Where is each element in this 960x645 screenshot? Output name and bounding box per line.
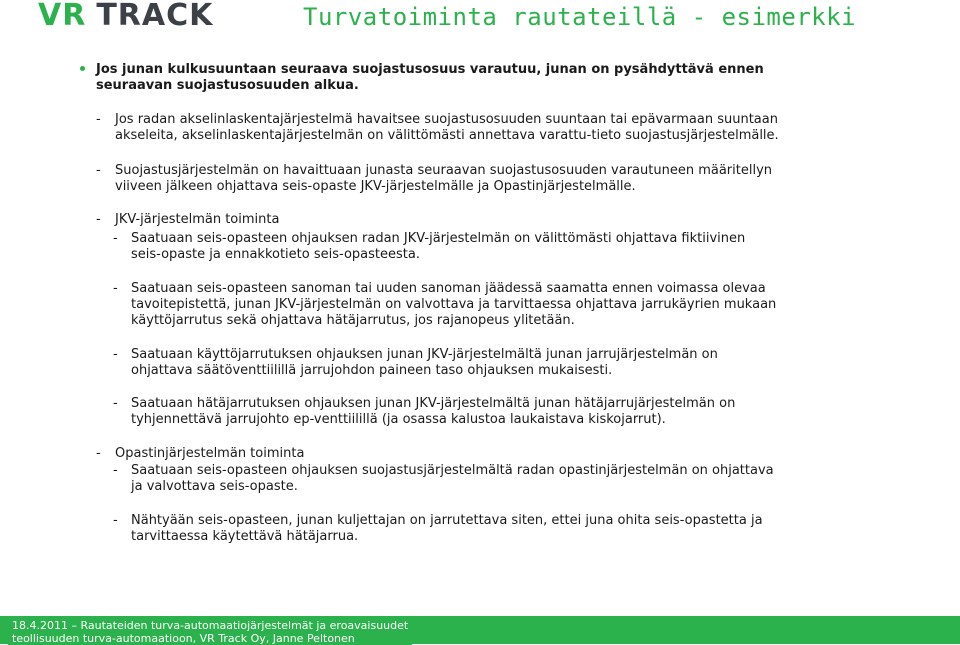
page-title: Turvatoiminta rautateillä - esimerkki bbox=[303, 3, 857, 31]
jkv-sub-3-line-2: ohjattava säätöventtiilillä jarrujohdon paineen taso ohjauksen mukaisesti. bbox=[131, 363, 613, 378]
dash-marker: - bbox=[113, 513, 118, 528]
opastin-sub-1-line-1: Saatuaan seis-opasteen ohjauksen suojastusjärjestelmältä radan opastinjärjestelmän on ohjattava bbox=[131, 463, 774, 478]
dash-marker: - bbox=[96, 112, 101, 127]
bullet-icon bbox=[80, 66, 85, 71]
dash-marker: - bbox=[96, 212, 101, 227]
jkv-sub-4-line-1: Saatuaan hätäjarrutuksen ohjauksen junan JKV-järjestelmältä junan hätäjarrujärjestelmän on bbox=[131, 396, 736, 411]
item-2-line-1: Suojastusjärjestelmän on havaittuaan junasta seuraavan suojastusosuuden varautuneen määritellyn bbox=[115, 163, 773, 178]
jkv-sub-1-line-1: Saatuaan seis-opasteen ohjauksen radan JKV-järjestelmän on välittömästi ohjattava fiktiivinen bbox=[131, 231, 746, 246]
vr-track-logo bbox=[38, 0, 214, 33]
lead-line-2: seuraavan suojastusosuuden alkua. bbox=[96, 78, 359, 93]
dash-marker: - bbox=[96, 163, 101, 178]
dash-marker: - bbox=[113, 347, 118, 362]
dash-marker: - bbox=[96, 446, 101, 461]
jkv-sub-1-line-2: seis-opaste ja ennakkotieto seis-opasteesta. bbox=[131, 247, 420, 262]
logo-track: TRACK bbox=[96, 0, 214, 33]
logo-vr: VR bbox=[38, 0, 87, 33]
jkv-sub-3-line-1: Saatuaan käyttöjarrutuksen ohjauksen junan JKV-järjestelmältä junan jarrujärjestelmän on bbox=[131, 347, 718, 362]
item-1-line-1: Jos radan akselinlaskentajärjestelmä havaitsee suojastusosuuden suuntaan tai epävarmaan suuntaan bbox=[115, 112, 778, 127]
jkv-sub-2-line-1: Saatuaan seis-opasteen sanoman tai uuden sanoman jäädessä saamatta ennen voimassa olevaa bbox=[131, 281, 766, 296]
footer bbox=[8, 619, 412, 645]
opastin-sub-2-line-2: tarvittaessa käytettävä hätäjarrua. bbox=[131, 529, 359, 544]
footer-line-2: teollisuuden turva-automaatioon, VR Track Oy, Janne Peltonen bbox=[12, 632, 355, 645]
item-2-line-2: viiveen jälkeen ohjattava seis-opaste JKV-järjestelmälle ja Opastinjärjestelmälle. bbox=[115, 179, 636, 194]
dash-marker: - bbox=[113, 281, 118, 296]
jkv-sub-4-line-2: tyhjennettävä jarrujohto ep-venttiilillä (ja osassa kalustoa laukaistava kiskojarrut). bbox=[131, 412, 666, 427]
footer-line-1: 18.4.2011 – Rautateiden turva-automaatiojärjestelmät ja eroavaisuudet bbox=[12, 619, 409, 632]
jkv-sub-2-line-3: käyttöjarrutus sekä ohjattava hätäjarrutus, jos rajanopeus ylitetään. bbox=[131, 313, 575, 328]
jkv-sub-2-line-2: tavoitepistettä, junan JKV-järjestelmän on valvottava ja tarvittaessa ohjattava jarrukäyrien mukaan bbox=[131, 297, 777, 312]
opastin-heading: Opastinjärjestelmän toiminta bbox=[115, 446, 305, 461]
item-1-line-2: akseleita, akselinlaskentajärjestelmän on välittömästi annettava varattu-tieto suojastusjärjestelmälle. bbox=[115, 128, 779, 143]
opastin-sub-2-line-1: Nähtyään seis-opasteen, junan kuljettajan on jarrutettava siten, ettei juna ohita seis-opastetta ja bbox=[131, 513, 763, 528]
dash-marker: - bbox=[113, 463, 118, 478]
dash-marker: - bbox=[113, 396, 118, 411]
dash-marker: - bbox=[113, 231, 118, 246]
jkv-heading: JKV-järjestelmän toiminta bbox=[115, 212, 280, 227]
lead-line-1: Jos junan kulkusuuntaan seuraava suojastusosuus varautuu, junan on pysähdyttävä ennen bbox=[96, 62, 764, 77]
opastin-sub-1-line-2: ja valvottava seis-opaste. bbox=[131, 479, 298, 494]
